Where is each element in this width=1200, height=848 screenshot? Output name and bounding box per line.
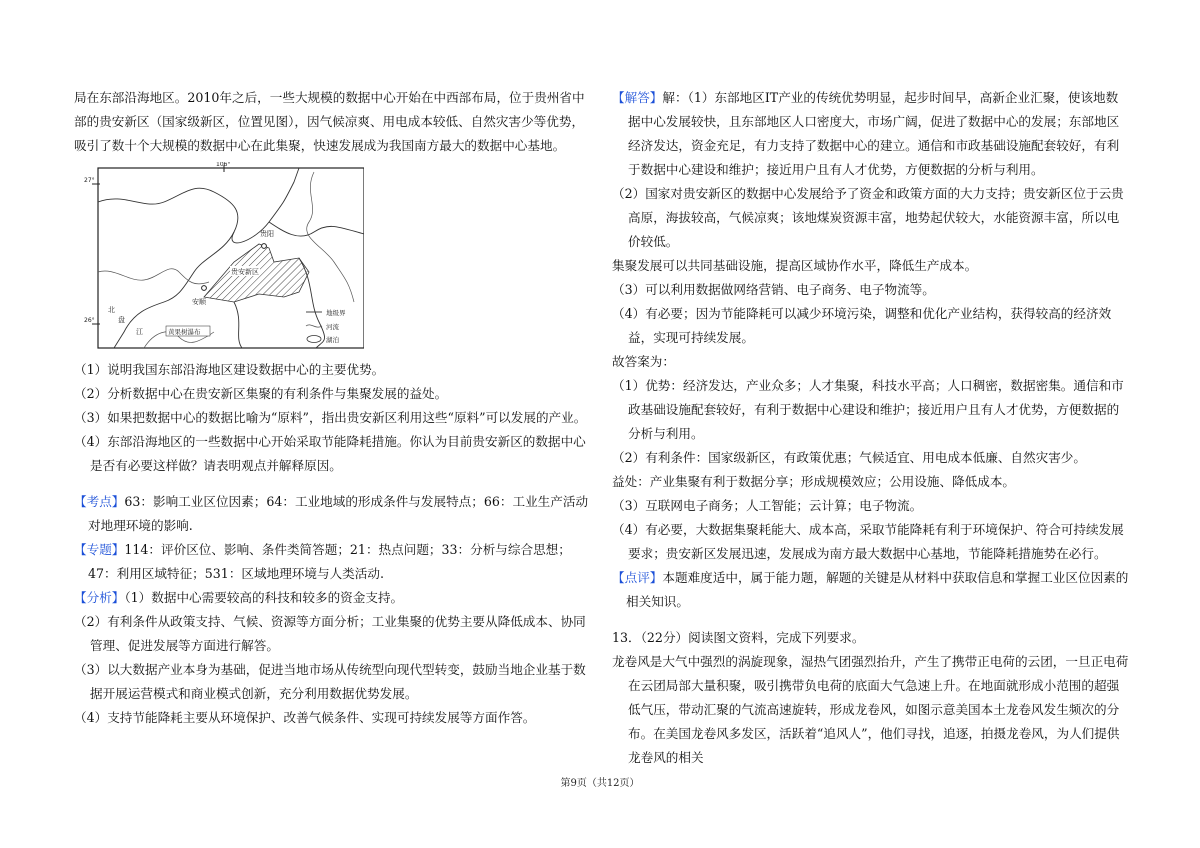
question-13-heading: 13．（22分）阅读图文资料，完成下列要求。 <box>612 630 865 645</box>
legend-lake-label: 湖泊 <box>326 336 339 344</box>
answer-3: （3）互联网电子商务；人工智能；云计算；电子物流。 <box>612 498 923 513</box>
fenxi-tag: 【分析】 <box>74 590 125 605</box>
jieda-tag: 【解答】 <box>612 90 663 105</box>
area-label: 贵安新区 <box>231 268 259 276</box>
dianping-tag: 【点评】 <box>612 570 663 585</box>
dianping-section <box>612 566 1130 614</box>
guiyang-label: 贵阳 <box>260 230 274 238</box>
fenxi-item-4: （4）支持节能降耗主要从环境保护、改善气候条件、实现可持续发展等方面作答。 <box>74 710 536 725</box>
zhuanti-section <box>74 538 592 586</box>
answer-1: （1）优势：经济发达，产业众多；人才集聚，科技水平高；人口稠密，数据密集。通信和市政基础设施配套较好，有利于数据中心建设和维护；接近用户且有人才优势，方便数据的分析与利用。 <box>612 378 1124 441</box>
kaodian-section <box>74 490 592 538</box>
lat-bottom-label: 26° <box>84 317 95 324</box>
right-column <box>612 86 1130 770</box>
jieda-2: （2）国家对贵安新区的数据中心发展给予了资金和政策方面的大力支持；贵安新区位于云贵高原，海拔较高，气候凉爽；该地煤炭资源丰富，地势起伏较大，水能资源丰富，所以电价较低。 <box>612 186 1124 249</box>
fenxi-item-1: （1）数据中心需要较高的科技和较多的资金支持。 <box>124 590 404 605</box>
zhuanti-text: 114：评价区位、影响、条件类简答题；21：热点问题；33：分析与综合思想；47：利用区域特征；531：区域地理环境与人类活动. <box>88 542 571 581</box>
question-3: （3）如果把数据中心的数据比喻为“原料”，指出贵安新区利用这些“原料”可以发展的产业。 <box>74 410 587 425</box>
jieda-4: （4）有必要；因为节能降耗可以减少环境污染，调整和优化产业结构，获得较高的经济效益，实现可持续发展。 <box>612 306 1112 345</box>
intro-paragraph: 局在东部沿海地区。2010年之后，一些大规模的数据中心开始在中西部布局，位于贵州省中部的贵安新区（国家级新区，位置见图），因气候凉爽、用电成本较低、自然灾害少等优势，吸引了数十个大规模的数据中心在此集聚，快速发展成为我国南方最大的数据中心基地。 <box>74 90 585 153</box>
legend-lake-symbol <box>307 336 321 343</box>
legend-boundary-label: 地级界 <box>326 309 346 317</box>
river-label-2: 盘 <box>118 316 125 324</box>
fenxi-item-3: （3）以大数据产业本身为基础，促进当地市场从传统型向现代型转变，鼓励当地企业基于数据开展运营模式和商业模式创新，充分利用数据优势发展。 <box>74 662 586 701</box>
river-label-3: 江 <box>136 328 143 336</box>
jieda-1: 解：（1）东部地区IT产业的传统优势明显，起步时间早，高新企业汇聚，使该地数据中心发展较快，且东部地区人口密度大，市场广阔，促进了数据中心的发展；东部地区经济发达，资金充足，有力支持了数据中心的建立。通信和市政基础设施配套较好，有利于数据中心建设和维护；接近用户且有人才优势，方便数据的分析与利用。 <box>628 90 1120 177</box>
map-figure <box>84 162 364 352</box>
guiyang-marker <box>262 244 267 249</box>
legend-river-label: 河流 <box>326 323 339 331</box>
fenxi-item-2: （2）有利条件从政策支持、气候、资源等方面分析；工业集聚的优势主要从降低成本、协同管理、促进发展等方面进行解答。 <box>74 614 586 653</box>
question-1: （1）说明我国东部沿海地区建设数据中心的主要优势。 <box>74 362 385 377</box>
question-2: （2）分析数据中心在贵安新区集聚的有利条件与集聚发展的益处。 <box>74 386 448 401</box>
river-label-1: 北 <box>108 306 115 314</box>
zhuanti-tag: 【专题】 <box>74 542 125 557</box>
dianping-text: 本题难度适中，属于能力题，解题的关键是从材料中获取信息和掌握工业区位因素的相关知识。 <box>626 570 1129 609</box>
jieda-section <box>612 86 1130 182</box>
anshun-marker <box>202 286 207 291</box>
kaodian-text: 63：影响工业区位因素；64：工业地域的形成条件与发展特点；66：工业生产活动对地理环境的影响. <box>88 494 589 533</box>
page-footer: 第9页（共12页） <box>560 778 640 789</box>
jieda-2b: 集聚发展可以共同基础设施，提高区域协作水平，降低生产成本。 <box>612 258 978 273</box>
kaodian-tag: 【考点】 <box>74 494 125 509</box>
spacer <box>74 478 592 490</box>
answer-heading: 故答案为： <box>612 354 675 369</box>
guian-location-map <box>84 162 364 352</box>
question-13-body: 龙卷风是大气中强烈的涡旋现象，湿热气团强烈抬升，产生了携带正电荷的云团，一旦正电荷在云团局部大量积聚，吸引携带负电荷的底面大气急速上升。在地面就形成小范围的超强低气压，带动汇聚的气流高速旋转，形成龙卷风，如图示意美国本土龙卷风发生频次的分布。在美国龙卷风多发区，活跃着“追风人”，他们寻找，追逐，拍摄龙卷风，为人们提供龙卷风的相关 <box>612 654 1129 765</box>
falls-label: 黄果树瀑布 <box>168 328 201 336</box>
anshun-label: 安顺 <box>192 298 206 306</box>
map-frame <box>98 168 364 348</box>
question-4: （4）东部沿海地区的一些数据中心开始采取节能降耗措施。你认为目前贵安新区的数据中心是否有必要这样做？请表明观点并解释原因。 <box>74 434 586 473</box>
fenxi-section <box>74 586 592 610</box>
answer-4: （4）有必要，大数据集聚耗能大、成本高，采取节能降耗有利于环境保护、符合可持续发展要求；贵安新区发展迅速，发展成为南方最大数据中心基地，节能降耗措施势在必行。 <box>612 522 1124 561</box>
answer-2: （2）有利条件：国家级新区，有政策优惠；气候适宜、用电成本低廉、自然灾害少。 <box>612 450 1086 465</box>
left-column <box>74 86 592 730</box>
spacer <box>612 614 1130 626</box>
answer-2b: 益处：产业集聚有利于数据分享；形成规模效应；公用设施、降低成本。 <box>612 474 1015 489</box>
jieda-3: （3）可以利用数据做网络营销、电子商务、电子物流等。 <box>612 282 935 297</box>
lon-label: 106° <box>216 162 231 168</box>
lat-top-label: 27° <box>84 177 95 184</box>
